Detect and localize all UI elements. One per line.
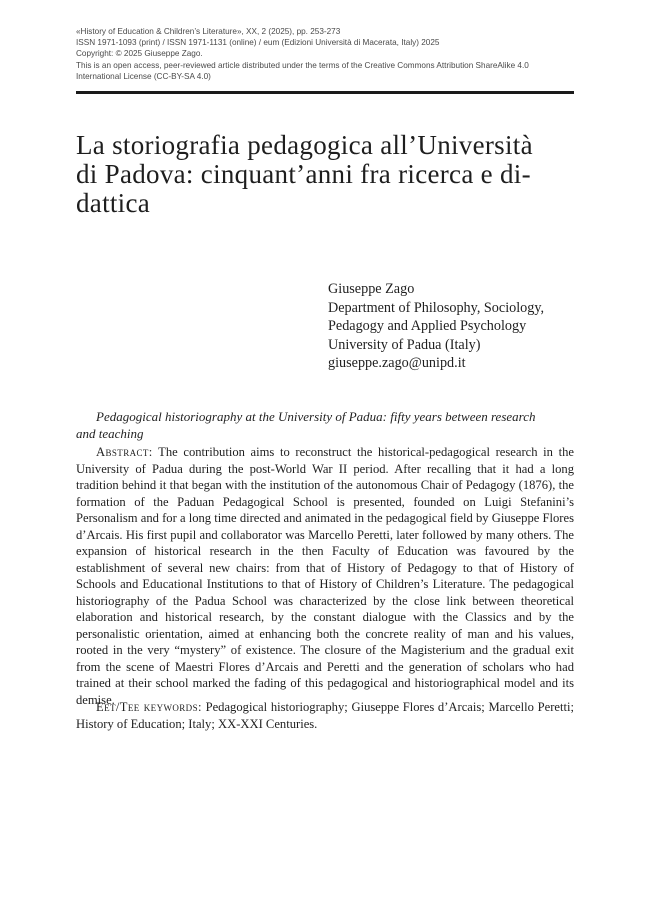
abstract-text: The contribution aims to reconstruct the historical-pedagogical research in the University of Padua during the post-World War II period. After recalling that it had a long tradition behind it that began with the institution of the autonomous Chair of Pedagogy (1876), the formation of the Paduan Pedagogical School is presented, founded on Luigi Stefanini’s Personalism and for a long time directed and animated in the pedagogical field by Giuseppe Flores d’Arcais. His first pupil and collaborator was Marcello Peretti, later followed by many others. The expansion of historical research in the then Faculty of Education was favoured by the establishment of several new chairs: from that of History of Pedagogy to that of History of Schools and Educational Institutions to that of History of Children’s Literature. The pedagogical historiography of the Padua School was characterized by the close link between theoretical elaboration and historical research, by the constant dialogue with the Classics and by the personalistic orientation, aimed at enhancing both the concrete reality of man and his values, rooted in the very “mystery” of existence. The closure of the Magisterium and the gradual exit from the scene of Maestri Flores d’Arcais and Peretti and the generation of scholars who had trained at their school marked the fading of this pedagogical and historiographical model and its demise. [76, 445, 574, 707]
keywords-paragraph [76, 699, 574, 732]
article-title [76, 131, 576, 218]
english-title [76, 409, 576, 442]
issn-line: ISSN 1971-1093 (print) / ISSN 1971-1131 (online) / eum (Edizioni Università di Macerata, Italy) 2025 [76, 38, 440, 48]
abstract-paragraph [76, 444, 574, 708]
license-line-1: This is an open access, peer-reviewed article distributed under the terms of the Creative Commons Attribution ShareAlike 4.0 [76, 60, 529, 70]
title-line-1: La storiografia pedagogica all’Università [76, 130, 533, 160]
author-email[interactable]: giuseppe.zago@unipd.it [328, 355, 466, 371]
affiliation-line-2: Pedagogy and Applied Psychology [328, 318, 527, 334]
license-line-2: International License (CC-BY-SA 4.0) [76, 71, 211, 81]
affiliation-line-1: Department of Philosophy, Sociology, [328, 299, 545, 316]
author-name: Giuseppe Zago [328, 281, 415, 297]
english-title-line-2: and teaching [76, 425, 144, 441]
journal-header [76, 26, 576, 82]
author-block [328, 280, 578, 373]
title-line-2: di Padova: cinquant’anni fra ricerca e di- [76, 159, 531, 189]
header-rule [76, 91, 574, 94]
english-title-line-1: Pedagogical historiography at the University of Padua: fifty years between research [96, 409, 536, 424]
title-line-3: dattica [76, 188, 151, 218]
affiliation-line-3: University of Padua (Italy) [328, 336, 481, 353]
abstract-label: Abstract: [96, 445, 153, 459]
keywords-label: Eet/Tee keywords: [96, 700, 202, 714]
copyright-line: Copyright: © 2025 Giuseppe Zago. [76, 49, 203, 59]
journal-citation: «History of Education & Children’s Literature», XX, 2 (2025), pp. 253-273 [76, 27, 341, 36]
keywords-text: Pedagogical historiography; Giuseppe Flores d’Arcais; Marcello Peretti; History of Education; Italy; XX-XXI Centuries. [76, 700, 574, 731]
